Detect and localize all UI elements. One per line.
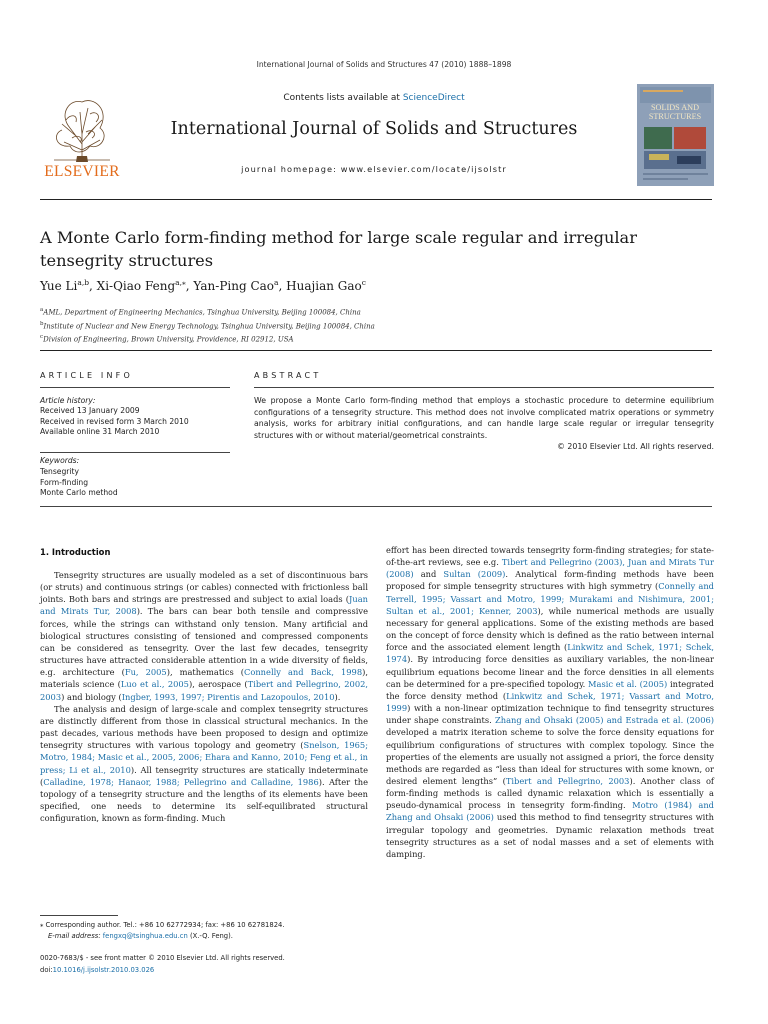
journal-cover-thumbnail <box>637 84 714 186</box>
reference-link[interactable]: Juan and Mirats Tur, 2008 <box>40 594 368 617</box>
body-text: ). After the topology of a tensegrity structure and the lengths of its elements have been specified, one needs to determine its self-equilibrated structural configuration, known as form-finding. Much <box>40 776 368 824</box>
reference-link[interactable]: Masic et al. (2005) <box>588 678 668 689</box>
reference-link[interactable]: Motro (1984) and Zhang and Ohsaki (2006) <box>386 800 714 823</box>
history-entry: Available online 31 March 2010 <box>40 427 160 437</box>
affiliation-mark: c <box>40 334 44 341</box>
reference-link[interactable]: Snelson, 1965; Motro, 1984; Masic et al., 2005, 2006; Ehara and Kanno, 2010; Feng et al., in press; Li et al., 2010 <box>40 740 368 775</box>
author-name: Huajian Gao <box>286 279 362 293</box>
body-text: integrated the force density method ( <box>386 678 714 701</box>
reference-link[interactable]: Luo et al., 2005 <box>120 679 189 690</box>
keyword: Monte Carlo method <box>40 488 118 498</box>
reference-link[interactable]: Connelly and Back, 1998 <box>244 667 363 678</box>
author-separator: , <box>185 279 194 293</box>
reference-link[interactable]: Calladine, 1978; Hanaor, 1988; Pellegrino and Calladine, 1986 <box>43 776 319 787</box>
history-entry: Received 13 January 2009 <box>40 406 140 416</box>
reference-link[interactable]: Fu, 2005 <box>124 667 167 678</box>
abstract-text: We propose a Monte Carlo form-finding method that employs a stochastic procedure to determine equilibrium configurations of a tensegrity structure. This method does not involve complicated matrix operations or symmetry analysis, works for arbitrary initial configurations, and can handle large scale regular or irregular tensegrity structures with or without material/geometrical constraints. <box>254 396 714 440</box>
body-paragraph <box>40 703 368 825</box>
author-name: Yan-Ping Cao <box>193 279 275 293</box>
author-affiliation-mark: a,b <box>77 278 90 287</box>
affiliation-text: AML, Department of Engineering Mechanics, Tsinghua University, Beijing 100084, China <box>43 308 361 317</box>
affiliation-text: Division of Engineering, Brown University, Providence, RI 02912, USA <box>43 335 294 344</box>
footnote-contact: ⁎ Corresponding author. Tel.: +86 10 62772934; fax: +86 10 62781824. <box>40 921 285 929</box>
author <box>40 279 97 293</box>
author-name: Xi-Qiao Feng <box>96 279 176 293</box>
abstract-rule <box>254 387 714 388</box>
contents-prefix: Contents lists available at <box>283 93 403 103</box>
elsevier-logo-text: ELSEVIER <box>44 163 120 180</box>
reference-link[interactable]: Linkwitz and Schek, 1971; Vassart and Motro, 1999 <box>386 690 714 714</box>
author-affiliation-mark: c <box>361 278 366 287</box>
email-suffix: (X.-Q. Feng). <box>187 931 233 940</box>
affiliation <box>40 332 375 346</box>
journal-citation: International Journal of Solids and Structures 47 (2010) 1888–1898 <box>256 60 512 69</box>
body-text: ), materials science ( <box>40 667 368 690</box>
affiliation <box>40 319 375 333</box>
doi-label: doi: <box>40 965 53 974</box>
keyword: Tensegrity <box>40 466 79 476</box>
footnote-rule <box>40 915 118 916</box>
email-link[interactable]: fengxq@tsinghua.edu.cn <box>102 931 188 940</box>
body-column-right <box>386 544 714 860</box>
body-text: ). Another class of form-finding methods is called dynamic relaxation which is essentially a pseudo-dynamical process in tensegrity form-finding. <box>386 775 715 811</box>
body-text: developed a matrix iteration scheme to solve the force density equations for equilibrium configurations of structures with complex topology. Since the properties of the elements are usually not assigned a priori, the force density methods are regarded as “less than ideal for structures with some known, or desired element lengths” ( <box>386 727 714 786</box>
abstract-copyright: © 2010 Elsevier Ltd. All rights reserved. <box>557 442 714 451</box>
email-label: E-mail address: <box>48 931 103 940</box>
article-title: A Monte Carlo form-finding method for large scale regular and irregular tensegrity structures <box>40 228 637 270</box>
body-text: ), aerospace ( <box>188 679 248 690</box>
issn-line: 0020-7683/$ - see front matter © 2010 Elsevier Ltd. All rights reserved. <box>40 954 285 962</box>
header-rule <box>40 199 712 200</box>
page-footer <box>40 953 370 976</box>
journal-title: International Journal of Solids and Structures <box>170 119 578 139</box>
body-text: ), while numerical methods are usually necessary for general applications. Some of the existing methods are based on the concept of force density which is defined as the ratio between internal force and the associated element length ( <box>386 605 714 653</box>
body-paragraph <box>386 544 714 860</box>
abstract <box>254 395 714 453</box>
author <box>286 279 366 293</box>
body-text: effort has been directed towards tensegrity form-finding strategies; for state-of-the-art reviews, see e.g. <box>386 545 714 568</box>
history-entry: Received in revised form 3 March 2010 <box>40 416 189 426</box>
abstract-label: ABSTRACT <box>254 371 322 380</box>
article-history-label: Article history: <box>40 396 96 405</box>
sciencedirect-link[interactable]: ScienceDirect <box>402 93 465 103</box>
reference-link[interactable]: Tibert and Pellegrino (2003), Juan and Mirats Tur (2008) <box>386 557 714 580</box>
author-separator: , <box>89 279 97 293</box>
article-info-rule <box>40 387 230 388</box>
doi-line <box>40 965 370 977</box>
reference-link[interactable]: Tibert and Pellegrino, 2003 <box>505 775 630 786</box>
reference-link[interactable]: Tibert and Pellegrino, 2002, 2003 <box>40 679 369 702</box>
keywords <box>40 456 230 499</box>
cover-title-line-1: SOLIDS AND <box>651 103 699 112</box>
author-name: Yue Li <box>40 279 78 293</box>
footnote-email-line <box>40 931 370 942</box>
section-heading-introduction: 1. Introduction <box>40 547 111 557</box>
body-text: . Analytical form-finding methods have been proposed for simple tensegrity structures with high symmetry ( <box>386 569 714 592</box>
cover-title-line-2: STRUCTURES <box>648 112 702 121</box>
reference-link[interactable]: Zhang and Ohsaki (2005) and Estrada et al. (2006) <box>494 715 714 726</box>
body-column-left <box>40 569 368 824</box>
body-paragraph <box>40 569 368 703</box>
reference-link[interactable]: Sultan (2009) <box>443 569 506 580</box>
doi-link[interactable]: 10.1016/j.ijsolstr.2010.03.026 <box>52 965 155 974</box>
elsevier-tree-logo <box>40 84 124 190</box>
reference-link[interactable]: Linkwitz and Schek, 1971; Schek, 1974 <box>386 642 714 665</box>
body-text: ) and biology ( <box>61 691 122 702</box>
body-text: ). The bars can bear both tensile and compressive forces, while the strings can withstand only tension. Many artificial and biological structures consisting of tensioned and compressed components can be considered as tensegrity. Over the last few decades, tensegrity structures have attracted considerable attention in a wide diversity of fields, e.g. architecture ( <box>40 606 368 678</box>
reference-link[interactable]: Ingber, 1993, 1997; Pirentis and Lazopoulos, 2010 <box>121 691 335 702</box>
affiliation-list <box>40 305 375 346</box>
corresponding-author-footnote <box>40 920 370 941</box>
body-text: used this method to find tensegrity structures with irregular topology and geometries. Dynamic relaxation methods treat tensegrity structures as a set of nodal masses and a set of elements with damping. <box>386 812 715 859</box>
journal-homepage[interactable]: journal homepage: www.elsevier.com/locate/ijsolstr <box>241 164 507 174</box>
affiliation-mark: b <box>40 320 44 327</box>
journal-header <box>40 84 714 190</box>
article-history <box>40 396 230 438</box>
author <box>193 279 286 293</box>
body-text: ). All tensegrity structures are statically indeterminate ( <box>40 764 368 787</box>
body-text: ) with a non-linear optimization technique to find tensegrity structures under shape constraints. <box>386 703 714 726</box>
author-list <box>40 278 366 293</box>
body-text: ), mathematics ( <box>166 667 244 678</box>
keywords-rule <box>40 452 230 453</box>
body-text: ). <box>334 691 341 702</box>
body-text: and <box>413 569 444 580</box>
keywords-label: Keywords: <box>40 456 80 465</box>
author-separator: , <box>278 279 287 293</box>
contents-line <box>136 93 612 103</box>
body-text: The analysis and design of large-scale and complex tensegrity structures are distinctly different from those in classical structural mechanics. In the past decades, various methods have been proposed to design and optimize tensegrity structures with various topology and geometry ( <box>40 703 368 751</box>
article-info-label: ARTICLE INFO <box>40 371 133 380</box>
title-block-rule <box>40 350 712 351</box>
body-text: ). By introducing force densities as auxiliary variables, the non-linear equilibrium equations become linear and the force densities in all elements can be determined for a pre-specified topology. <box>386 654 714 689</box>
author-affiliation-mark: a,⁎ <box>175 278 186 287</box>
affiliation-text: Institute of Nuclear and New Energy Technology, Tsinghua University, Beijing 100084, China <box>43 321 375 330</box>
front-matter-rule <box>40 506 712 507</box>
author <box>97 279 194 293</box>
author-affiliation-mark: a <box>274 278 279 287</box>
body-text: Tensegrity structures are usually modeled as a set of discontinuous bars (or struts) and continuous strings (or cables) connected with frictionless ball joints. Both bars and strings are prestressed and subject to axial loads ( <box>40 570 368 605</box>
affiliation-mark: a <box>40 307 44 313</box>
affiliation <box>40 305 375 319</box>
reference-link[interactable]: Connelly and Terrell, 1995; Vassart and Motro, 1999; Murakami and Nishimura, 2001; Sultan et al., 2001; Kenner, 2003 <box>386 581 714 616</box>
keyword: Form-finding <box>40 477 89 487</box>
